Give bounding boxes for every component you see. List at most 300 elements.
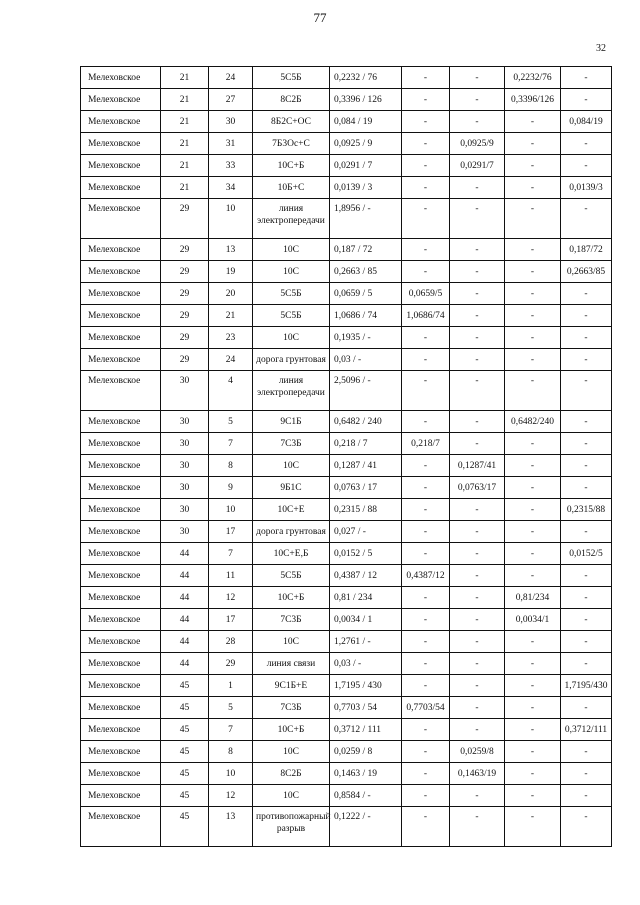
composition-cell: дорога грунтовая <box>253 521 330 543</box>
section-number-cell: 31 <box>209 133 253 155</box>
sheet-number: 32 <box>596 43 606 54</box>
section-number-cell: 24 <box>209 67 253 89</box>
forest-plots-table <box>80 66 612 847</box>
table-row <box>81 155 612 177</box>
forestry-name-cell: Мелеховское <box>81 349 161 371</box>
area-volume-cell: 0,6482 / 240 <box>330 411 402 433</box>
table-row <box>81 239 612 261</box>
category-2-cell: - <box>450 89 505 111</box>
composition-cell: 10Б+С <box>253 177 330 199</box>
category-3-cell: - <box>505 349 561 371</box>
section-number-cell: 9 <box>209 477 253 499</box>
block-number-cell: 30 <box>161 499 209 521</box>
category-2-cell: - <box>450 67 505 89</box>
table-row <box>81 609 612 631</box>
composition-cell: 5С5Б <box>253 565 330 587</box>
category-1-cell: 1,0686/74 <box>402 305 450 327</box>
block-number-cell: 29 <box>161 349 209 371</box>
category-2-cell: - <box>450 239 505 261</box>
category-4-cell: - <box>561 433 612 455</box>
composition-cell: 5С5Б <box>253 67 330 89</box>
category-3-cell: - <box>505 565 561 587</box>
forestry-name-cell: Мелеховское <box>81 807 161 847</box>
area-volume-cell: 0,2315 / 88 <box>330 499 402 521</box>
block-number-cell: 44 <box>161 631 209 653</box>
composition-cell: 10С <box>253 455 330 477</box>
composition-cell: линия электропередачи <box>253 371 330 411</box>
table-row <box>81 587 612 609</box>
category-3-cell: - <box>505 675 561 697</box>
forestry-name-cell: Мелеховское <box>81 543 161 565</box>
forestry-name-cell: Мелеховское <box>81 521 161 543</box>
category-4-cell: - <box>561 741 612 763</box>
block-number-cell: 44 <box>161 609 209 631</box>
category-2-cell: - <box>450 631 505 653</box>
forestry-name-cell: Мелеховское <box>81 239 161 261</box>
table-row <box>81 543 612 565</box>
category-3-cell: - <box>505 697 561 719</box>
area-volume-cell: 0,0291 / 7 <box>330 155 402 177</box>
category-3-cell: - <box>505 111 561 133</box>
category-1-cell: - <box>402 455 450 477</box>
category-4-cell: - <box>561 609 612 631</box>
category-1-cell: - <box>402 675 450 697</box>
area-volume-cell: 0,0152 / 5 <box>330 543 402 565</box>
category-1-cell: - <box>402 719 450 741</box>
forestry-name-cell: Мелеховское <box>81 499 161 521</box>
table-row <box>81 477 612 499</box>
category-4-cell: - <box>561 807 612 847</box>
section-number-cell: 17 <box>209 521 253 543</box>
area-volume-cell: 0,1463 / 19 <box>330 763 402 785</box>
category-4-cell: - <box>561 455 612 477</box>
table-row <box>81 565 612 587</box>
category-4-cell: - <box>561 697 612 719</box>
table-row <box>81 305 612 327</box>
composition-cell: 9С1Б <box>253 411 330 433</box>
category-1-cell: - <box>402 763 450 785</box>
forestry-name-cell: Мелеховское <box>81 609 161 631</box>
category-1-cell: - <box>402 327 450 349</box>
area-volume-cell: 0,1935 / - <box>330 327 402 349</box>
category-1-cell: - <box>402 411 450 433</box>
category-3-cell: - <box>505 283 561 305</box>
section-number-cell: 7 <box>209 719 253 741</box>
block-number-cell: 44 <box>161 653 209 675</box>
area-volume-cell: 0,187 / 72 <box>330 239 402 261</box>
category-4-cell: 0,0139/3 <box>561 177 612 199</box>
category-3-cell: - <box>505 305 561 327</box>
area-volume-cell: 1,7195 / 430 <box>330 675 402 697</box>
category-1-cell: 0,4387/12 <box>402 565 450 587</box>
table-row <box>81 697 612 719</box>
section-number-cell: 5 <box>209 411 253 433</box>
page-number: 77 <box>313 10 327 25</box>
category-4-cell: - <box>561 785 612 807</box>
category-3-cell: - <box>505 785 561 807</box>
composition-cell: 10С <box>253 631 330 653</box>
category-2-cell: - <box>450 349 505 371</box>
composition-cell: 10С+Е <box>253 499 330 521</box>
section-number-cell: 33 <box>209 155 253 177</box>
category-1-cell: - <box>402 499 450 521</box>
category-2-cell: - <box>450 565 505 587</box>
table-row <box>81 261 612 283</box>
section-number-cell: 7 <box>209 433 253 455</box>
forestry-name-cell: Мелеховское <box>81 741 161 763</box>
category-4-cell: - <box>561 763 612 785</box>
table-row <box>81 741 612 763</box>
section-number-cell: 11 <box>209 565 253 587</box>
block-number-cell: 21 <box>161 155 209 177</box>
forestry-name-cell: Мелеховское <box>81 587 161 609</box>
category-4-cell: 0,2315/88 <box>561 499 612 521</box>
category-3-cell: - <box>505 763 561 785</box>
composition-cell: 10С <box>253 239 330 261</box>
forestry-name-cell: Мелеховское <box>81 763 161 785</box>
composition-cell: 7Б3Ос+С <box>253 133 330 155</box>
area-volume-cell: 2,5096 / - <box>330 371 402 411</box>
section-number-cell: 12 <box>209 587 253 609</box>
category-4-cell: - <box>561 305 612 327</box>
forestry-name-cell: Мелеховское <box>81 653 161 675</box>
block-number-cell: 44 <box>161 543 209 565</box>
category-3-cell: - <box>505 199 561 239</box>
section-number-cell: 10 <box>209 199 253 239</box>
category-1-cell: - <box>402 587 450 609</box>
table-row <box>81 653 612 675</box>
category-2-cell: 0,0259/8 <box>450 741 505 763</box>
block-number-cell: 44 <box>161 587 209 609</box>
block-number-cell: 29 <box>161 261 209 283</box>
category-1-cell: - <box>402 67 450 89</box>
category-3-cell: - <box>505 499 561 521</box>
category-2-cell: - <box>450 305 505 327</box>
table-row <box>81 89 612 111</box>
category-2-cell: - <box>450 653 505 675</box>
category-3-cell: 0,0034/1 <box>505 609 561 631</box>
section-number-cell: 24 <box>209 349 253 371</box>
composition-cell: 5С5Б <box>253 283 330 305</box>
section-number-cell: 34 <box>209 177 253 199</box>
composition-cell: 8С2Б <box>253 763 330 785</box>
block-number-cell: 45 <box>161 741 209 763</box>
section-number-cell: 30 <box>209 111 253 133</box>
section-number-cell: 8 <box>209 455 253 477</box>
category-3-cell: - <box>505 521 561 543</box>
category-3-cell: - <box>505 433 561 455</box>
area-volume-cell: 0,4387 / 12 <box>330 565 402 587</box>
category-2-cell: - <box>450 499 505 521</box>
category-4-cell: - <box>561 411 612 433</box>
area-volume-cell: 0,218 / 7 <box>330 433 402 455</box>
block-number-cell: 29 <box>161 283 209 305</box>
category-2-cell: 0,0763/17 <box>450 477 505 499</box>
composition-cell: линия связи <box>253 653 330 675</box>
area-volume-cell: 0,7703 / 54 <box>330 697 402 719</box>
table-row <box>81 631 612 653</box>
area-volume-cell: 0,1287 / 41 <box>330 455 402 477</box>
category-1-cell: - <box>402 89 450 111</box>
forestry-name-cell: Мелеховское <box>81 111 161 133</box>
table-row <box>81 327 612 349</box>
composition-cell: противопожарный разрыв <box>253 807 330 847</box>
category-1-cell: - <box>402 199 450 239</box>
section-number-cell: 13 <box>209 807 253 847</box>
area-volume-cell: 0,2232 / 76 <box>330 67 402 89</box>
section-number-cell: 4 <box>209 371 253 411</box>
category-3-cell: - <box>505 653 561 675</box>
composition-cell: 10С <box>253 327 330 349</box>
category-4-cell: 0,3712/111 <box>561 719 612 741</box>
area-volume-cell: 0,084 / 19 <box>330 111 402 133</box>
category-3-cell: - <box>505 371 561 411</box>
category-3-cell: - <box>505 477 561 499</box>
table-row <box>81 199 612 239</box>
forestry-name-cell: Мелеховское <box>81 305 161 327</box>
forestry-name-cell: Мелеховское <box>81 199 161 239</box>
category-3-cell: - <box>505 133 561 155</box>
block-number-cell: 45 <box>161 763 209 785</box>
block-number-cell: 21 <box>161 111 209 133</box>
category-1-cell: - <box>402 785 450 807</box>
area-volume-cell: 0,0139 / 3 <box>330 177 402 199</box>
category-4-cell: 0,2663/85 <box>561 261 612 283</box>
category-1-cell: - <box>402 653 450 675</box>
category-2-cell: - <box>450 543 505 565</box>
table-row <box>81 675 612 697</box>
block-number-cell: 45 <box>161 785 209 807</box>
section-number-cell: 20 <box>209 283 253 305</box>
category-4-cell: - <box>561 67 612 89</box>
composition-cell: 10С <box>253 785 330 807</box>
category-4-cell: - <box>561 89 612 111</box>
forestry-name-cell: Мелеховское <box>81 455 161 477</box>
category-1-cell: - <box>402 133 450 155</box>
category-4-cell: - <box>561 371 612 411</box>
category-4-cell: - <box>561 349 612 371</box>
section-number-cell: 10 <box>209 499 253 521</box>
table-row <box>81 177 612 199</box>
category-4-cell: - <box>561 155 612 177</box>
category-1-cell: - <box>402 631 450 653</box>
category-4-cell: 0,187/72 <box>561 239 612 261</box>
forestry-name-cell: Мелеховское <box>81 133 161 155</box>
block-number-cell: 45 <box>161 719 209 741</box>
composition-cell: 9С1Б+Е <box>253 675 330 697</box>
category-4-cell: - <box>561 283 612 305</box>
category-1-cell: - <box>402 111 450 133</box>
table-row <box>81 433 612 455</box>
area-volume-cell: 0,03 / - <box>330 653 402 675</box>
block-number-cell: 30 <box>161 455 209 477</box>
table-row <box>81 411 612 433</box>
category-3-cell: - <box>505 719 561 741</box>
forestry-name-cell: Мелеховское <box>81 177 161 199</box>
area-volume-cell: 0,0259 / 8 <box>330 741 402 763</box>
category-3-cell: 0,81/234 <box>505 587 561 609</box>
block-number-cell: 29 <box>161 305 209 327</box>
category-1-cell: - <box>402 349 450 371</box>
category-1-cell: - <box>402 155 450 177</box>
section-number-cell: 27 <box>209 89 253 111</box>
category-2-cell: - <box>450 111 505 133</box>
section-number-cell: 5 <box>209 697 253 719</box>
composition-cell: 10С+Б <box>253 155 330 177</box>
section-number-cell: 23 <box>209 327 253 349</box>
area-volume-cell: 1,2761 / - <box>330 631 402 653</box>
table-row <box>81 785 612 807</box>
category-2-cell: 0,1287/41 <box>450 455 505 477</box>
composition-cell: 7С3Б <box>253 433 330 455</box>
block-number-cell: 30 <box>161 371 209 411</box>
table-row <box>81 807 612 847</box>
category-1-cell: - <box>402 261 450 283</box>
composition-cell: 10С+Е,Б <box>253 543 330 565</box>
area-volume-cell: 0,0659 / 5 <box>330 283 402 305</box>
block-number-cell: 21 <box>161 133 209 155</box>
table-row <box>81 67 612 89</box>
category-2-cell: - <box>450 697 505 719</box>
area-volume-cell: 1,0686 / 74 <box>330 305 402 327</box>
section-number-cell: 29 <box>209 653 253 675</box>
composition-cell: 10С <box>253 261 330 283</box>
area-volume-cell: 0,027 / - <box>330 521 402 543</box>
category-3-cell: 0,3396/126 <box>505 89 561 111</box>
category-3-cell: - <box>505 239 561 261</box>
category-3-cell: 0,2232/76 <box>505 67 561 89</box>
block-number-cell: 45 <box>161 675 209 697</box>
block-number-cell: 30 <box>161 521 209 543</box>
forestry-name-cell: Мелеховское <box>81 477 161 499</box>
category-3-cell: - <box>505 741 561 763</box>
category-1-cell: - <box>402 807 450 847</box>
category-2-cell: - <box>450 283 505 305</box>
section-number-cell: 10 <box>209 763 253 785</box>
table-row <box>81 283 612 305</box>
composition-cell: 8Б2С+ОС <box>253 111 330 133</box>
category-3-cell: - <box>505 177 561 199</box>
category-1-cell: - <box>402 741 450 763</box>
category-3-cell: 0,6482/240 <box>505 411 561 433</box>
category-2-cell: 0,0925/9 <box>450 133 505 155</box>
category-1-cell: - <box>402 543 450 565</box>
forestry-name-cell: Мелеховское <box>81 283 161 305</box>
area-volume-cell: 0,81 / 234 <box>330 587 402 609</box>
area-volume-cell: 0,8584 / - <box>330 785 402 807</box>
block-number-cell: 21 <box>161 177 209 199</box>
section-number-cell: 7 <box>209 543 253 565</box>
category-3-cell: - <box>505 155 561 177</box>
category-4-cell: - <box>561 133 612 155</box>
forestry-name-cell: Мелеховское <box>81 719 161 741</box>
category-2-cell: - <box>450 609 505 631</box>
category-1-cell: 0,7703/54 <box>402 697 450 719</box>
composition-cell: 7С3Б <box>253 609 330 631</box>
block-number-cell: 29 <box>161 239 209 261</box>
category-3-cell: - <box>505 261 561 283</box>
category-1-cell: 0,218/7 <box>402 433 450 455</box>
block-number-cell: 45 <box>161 697 209 719</box>
category-1-cell: - <box>402 371 450 411</box>
section-number-cell: 17 <box>209 609 253 631</box>
forestry-name-cell: Мелеховское <box>81 697 161 719</box>
forestry-name-cell: Мелеховское <box>81 411 161 433</box>
category-4-cell: - <box>561 477 612 499</box>
composition-cell: 10С+Б <box>253 719 330 741</box>
category-3-cell: - <box>505 631 561 653</box>
section-number-cell: 1 <box>209 675 253 697</box>
area-volume-cell: 0,2663 / 85 <box>330 261 402 283</box>
category-4-cell: - <box>561 653 612 675</box>
category-2-cell: - <box>450 675 505 697</box>
category-3-cell: - <box>505 327 561 349</box>
table-row <box>81 499 612 521</box>
block-number-cell: 44 <box>161 565 209 587</box>
area-volume-cell: 1,8956 / - <box>330 199 402 239</box>
composition-cell: дорога грунтовая <box>253 349 330 371</box>
category-4-cell: - <box>561 199 612 239</box>
category-4-cell: - <box>561 327 612 349</box>
forestry-name-cell: Мелеховское <box>81 631 161 653</box>
area-volume-cell: 0,3396 / 126 <box>330 89 402 111</box>
composition-cell: 10С <box>253 741 330 763</box>
category-4-cell: 0,0152/5 <box>561 543 612 565</box>
composition-cell: 7С3Б <box>253 697 330 719</box>
forestry-name-cell: Мелеховское <box>81 261 161 283</box>
forestry-name-cell: Мелеховское <box>81 327 161 349</box>
forestry-name-cell: Мелеховское <box>81 371 161 411</box>
composition-cell: 5С5Б <box>253 305 330 327</box>
block-number-cell: 21 <box>161 89 209 111</box>
category-2-cell: 0,0291/7 <box>450 155 505 177</box>
category-2-cell: - <box>450 327 505 349</box>
table-row <box>81 111 612 133</box>
forestry-name-cell: Мелеховское <box>81 89 161 111</box>
area-volume-cell: 0,03 / - <box>330 349 402 371</box>
forestry-name-cell: Мелеховское <box>81 433 161 455</box>
category-1-cell: - <box>402 477 450 499</box>
section-number-cell: 19 <box>209 261 253 283</box>
table-row <box>81 719 612 741</box>
category-2-cell: - <box>450 521 505 543</box>
forestry-name-cell: Мелеховское <box>81 675 161 697</box>
area-volume-cell: 0,0925 / 9 <box>330 133 402 155</box>
category-1-cell: 0,0659/5 <box>402 283 450 305</box>
forestry-name-cell: Мелеховское <box>81 67 161 89</box>
category-2-cell: - <box>450 199 505 239</box>
forestry-name-cell: Мелеховское <box>81 565 161 587</box>
table-row <box>81 455 612 477</box>
forestry-name-cell: Мелеховское <box>81 785 161 807</box>
category-4-cell: - <box>561 565 612 587</box>
block-number-cell: 21 <box>161 67 209 89</box>
category-2-cell: - <box>450 177 505 199</box>
category-2-cell: - <box>450 587 505 609</box>
category-2-cell: - <box>450 371 505 411</box>
category-4-cell: - <box>561 631 612 653</box>
composition-cell: 10С+Б <box>253 587 330 609</box>
block-number-cell: 30 <box>161 477 209 499</box>
section-number-cell: 28 <box>209 631 253 653</box>
block-number-cell: 30 <box>161 411 209 433</box>
section-number-cell: 21 <box>209 305 253 327</box>
category-4-cell: - <box>561 521 612 543</box>
table-row <box>81 349 612 371</box>
category-1-cell: - <box>402 609 450 631</box>
category-4-cell: 1,7195/430 <box>561 675 612 697</box>
block-number-cell: 45 <box>161 807 209 847</box>
